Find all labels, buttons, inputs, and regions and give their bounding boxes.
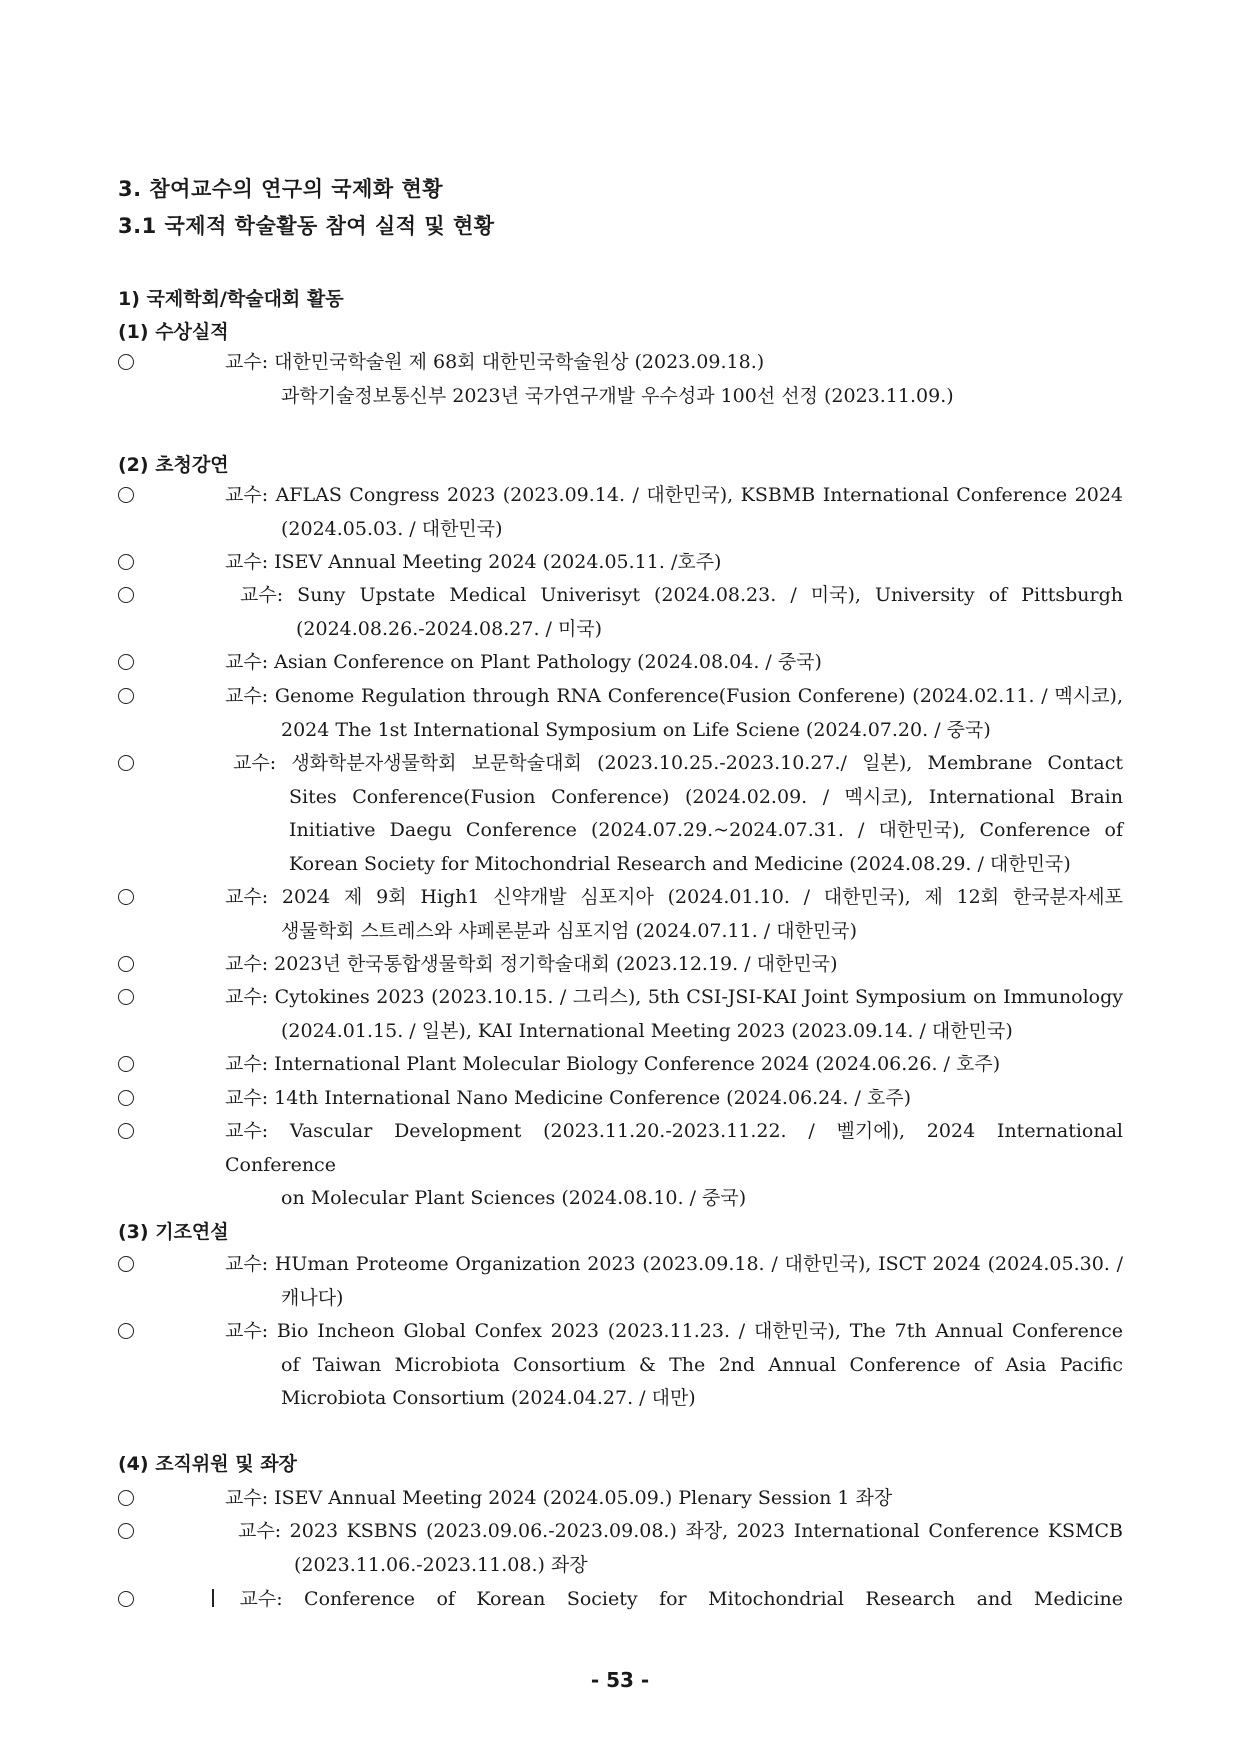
- entry-line: [220, 1583, 1123, 1617]
- bullet-circle-icon: [118, 1591, 134, 1607]
- bullet-circle-icon: [118, 688, 134, 704]
- entry-text: 교수: Conference of Korean Society for Mitochondrial Research and Medicine: [239, 1588, 1123, 1610]
- invited-talk-entry: [225, 1115, 1123, 1216]
- bullet-circle-icon: [118, 1056, 134, 1072]
- invited-talk-entry: [225, 981, 1123, 1048]
- entry-line: 2024 The 1st International Symposium on Life Sciene (2024.07.20. / 중국): [281, 718, 991, 741]
- entry-line: 교수: ISEV Annual Meeting 2024 (2024.05.11. /호주): [225, 551, 722, 573]
- entry-line: 교수: 생화학분자생물학회 보문학술대회 (2023.10.25.-2023.10.27./ 일본), Membrane Contact: [233, 752, 1123, 774]
- entry-line: 교수: HUman Proteome Organization 2023 (2023.09.18. / 대한민국), ISCT 2024 (2024.05.30. /: [225, 1253, 1123, 1275]
- keynote-entry: [225, 1315, 1123, 1416]
- sub3-title: (3) 기조연설: [118, 1221, 229, 1243]
- bullet-circle-icon: [118, 354, 134, 370]
- invited-talk-entry: [225, 1082, 1123, 1116]
- entry-line: Initiative Daegu Conference (2024.07.29.~2024.07.31. / 대한민국), Conference of: [289, 819, 1123, 841]
- invited-talk-entry: [225, 479, 1123, 546]
- award-entry: [225, 346, 1123, 413]
- bullet-circle-icon: [118, 654, 134, 670]
- entry-line: 교수: Asian Conference on Plant Pathology (2024.08.04. / 중국): [225, 651, 822, 673]
- entry-line: 교수: 대한민국학술원 제 68회 대한민국학술원상 (2023.09.18.): [225, 351, 765, 373]
- organizer-entry: [225, 1482, 1123, 1516]
- bullet-circle-icon: [118, 889, 134, 905]
- entry-line: 교수: 2023 KSBNS (2023.09.06.-2023.09.08.) 좌장, 2023 International Conference KSMCB: [238, 1520, 1123, 1542]
- entry-line: 교수: Suny Upstate Medical Univerisyt (2024.08.23. / 미국), University of Pittsburgh: [240, 584, 1123, 606]
- invited-talk-entry: [225, 680, 1123, 747]
- entry-line: 교수: Bio Incheon Global Confex 2023 (2023.11.23. / 대한민국), The 7th Annual Conference: [225, 1320, 1123, 1342]
- entry-line: 과학기술정보통신부 2023년 국가연구개발 우수성과 100선 선정 (2023.11.09.): [281, 384, 954, 407]
- organizer-entry: [238, 1515, 1123, 1582]
- invited-talk-entry: [233, 747, 1123, 881]
- bullet-circle-icon: [118, 1090, 134, 1106]
- entry-line: (2024.05.03. / 대한민국): [281, 517, 503, 540]
- bullet-circle-icon: [118, 487, 134, 503]
- entry-line: 교수: AFLAS Congress 2023 (2023.09.14. / 대한민국), KSBMB International Conference 2024: [225, 484, 1123, 506]
- invited-talk-entry: [240, 579, 1123, 646]
- bullet-circle-icon: [118, 755, 134, 771]
- heading-section-3: 3. 참여교수의 연구의 국제화 현황: [118, 177, 444, 201]
- invited-talk-entry: [225, 546, 1123, 580]
- entry-line: 교수: Genome Regulation through RNA Conference(Fusion Conferene) (2024.02.11. / 멕시코),: [225, 685, 1123, 707]
- sub2-title: (2) 초청강연: [118, 454, 229, 476]
- bullet-circle-icon: [118, 956, 134, 972]
- entry-line: Microbiota Consortium (2024.04.27. / 대만): [281, 1387, 696, 1409]
- entry-line: 교수: 2023년 한국통합생물학회 정기학술대회 (2023.12.19. / 대한민국): [225, 953, 838, 975]
- invited-talk-entry: [225, 948, 1123, 982]
- entry-line: 캐나다): [281, 1286, 344, 1309]
- entry-line: 교수: 14th International Nano Medicine Conference (2024.06.24. / 호주): [225, 1087, 911, 1109]
- keynote-entry: [225, 1248, 1123, 1315]
- entry-line: 생물학회 스트레스와 샤페론분과 심포지엄 (2024.07.11. / 대한민국): [281, 919, 858, 942]
- bullet-circle-icon: [118, 587, 134, 603]
- page-number: - 53 -: [590, 1668, 650, 1692]
- organizer-entry: [220, 1583, 1123, 1617]
- entry-line: (2023.11.06.-2023.11.08.) 좌장: [294, 1553, 588, 1576]
- bullet-circle-icon: [118, 1256, 134, 1272]
- invited-talk-entry: [225, 1048, 1123, 1082]
- entry-line: (2024.08.26.-2024.08.27. / 미국): [296, 617, 603, 640]
- heading-section-3-1: 3.1 국제적 학술활동 참여 실적 및 현황: [118, 214, 495, 238]
- entry-line: 교수: ISEV Annual Meeting 2024 (2024.05.09.) Plenary Session 1 좌장: [225, 1487, 893, 1509]
- invited-talk-entry: [225, 646, 1123, 680]
- section-1-title: 1) 국제학회/학술대회 활동: [118, 288, 344, 310]
- entry-line: of Taiwan Microbiota Consortium & The 2nd Annual Conference of Asia Pacific: [281, 1353, 1123, 1376]
- text-cursor-bar: [212, 1589, 214, 1607]
- sub4-title: (4) 조직위원 및 좌장: [118, 1453, 297, 1475]
- entry-line: 교수: International Plant Molecular Biology Conference 2024 (2024.06.26. / 호주): [225, 1053, 1001, 1075]
- entry-line: 교수: Vascular Development (2023.11.20.-2023.11.22. / 벨기에), 2024 International Conference: [225, 1120, 1123, 1176]
- entry-line: (2024.01.15. / 일본), KAI International Meeting 2023 (2023.09.14. / 대한민국): [281, 1019, 1013, 1042]
- bullet-circle-icon: [118, 1323, 134, 1339]
- bullet-circle-icon: [118, 1523, 134, 1539]
- entry-line: on Molecular Plant Sciences (2024.08.10. / 중국): [281, 1187, 747, 1209]
- entry-line: Korean Society for Mitochondrial Research and Medicine (2024.08.29. / 대한민국): [289, 852, 1071, 875]
- bullet-circle-icon: [118, 1490, 134, 1506]
- sub1-title: (1) 수상실적: [118, 321, 229, 343]
- bullet-circle-icon: [118, 554, 134, 570]
- invited-talk-entry: [225, 881, 1123, 948]
- entry-line: 교수: 2024 제 9회 High1 신약개발 심포지아 (2024.01.10. / 대한민국), 제 12회 한국분자세포: [225, 886, 1123, 908]
- entry-line: Sites Conference(Fusion Conference) (2024.02.09. / 멕시코), International Brain: [289, 785, 1123, 808]
- bullet-circle-icon: [118, 1123, 134, 1139]
- entry-line: 교수: Cytokines 2023 (2023.10.15. / 그리스), 5th CSI-JSI-KAI Joint Symposium on Immunology: [225, 986, 1123, 1008]
- bullet-circle-icon: [118, 989, 134, 1005]
